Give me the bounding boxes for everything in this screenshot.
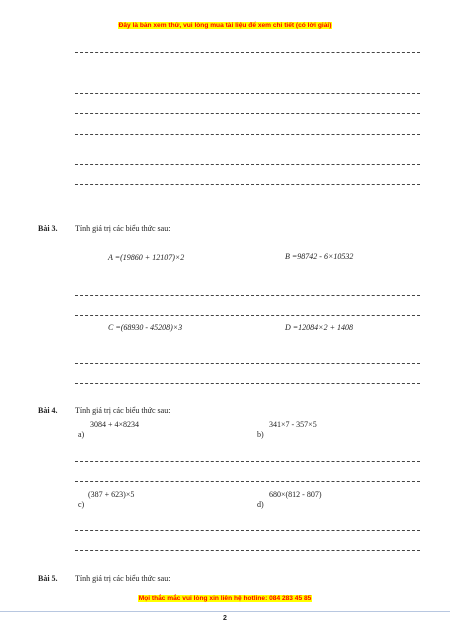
preview-notice-banner [0, 22, 450, 29]
exercise-3-label: Bài 3. [38, 224, 58, 233]
expression-4d: 680×(812 - 807) [269, 490, 322, 499]
answer-line [75, 164, 420, 165]
answer-line [75, 184, 420, 185]
item-label-b: b) [257, 430, 264, 439]
item-label-c: c) [78, 500, 85, 509]
answer-line [75, 315, 420, 316]
expression-a: A =(19860 + 12107)×2 [108, 253, 185, 262]
expression-4b: 341×7 - 357×5 [269, 420, 317, 429]
exercise-4-label: Bài 4. [38, 406, 58, 415]
item-label-d: d) [257, 500, 264, 509]
answer-line [75, 113, 420, 114]
exercise-3-instruction: Tính giá trị các biểu thức sau: [75, 224, 171, 233]
preview-notice-text: Đây là bản xem thử, vui lòng mua tài liệu để xem chi tiết (có lời giải) [118, 22, 332, 29]
answer-line [75, 295, 420, 296]
answer-line [75, 383, 420, 384]
footer-divider [0, 611, 450, 612]
exercise-5-label: Bài 5. [38, 574, 58, 583]
exercise-5-instruction: Tính giá trị các biểu thức sau: [75, 574, 171, 583]
answer-line [75, 550, 420, 551]
expression-c: C =(68930 - 45208)×3 [108, 323, 183, 332]
answer-line [75, 134, 420, 135]
answer-line [75, 52, 420, 53]
expression-d: D =12084×2 + 1408 [285, 323, 353, 332]
answer-line [75, 93, 420, 94]
page-number: 2 [223, 615, 227, 622]
expression-b: B =98742 - 6×10532 [285, 252, 354, 261]
expression-4a: 3084 + 4×8234 [90, 420, 140, 429]
hotline-notice-text: Mọi thắc mắc vui lòng xin liên hệ hotline: 084 283 45 85 [138, 595, 312, 602]
answer-line [75, 363, 420, 364]
exercise-4-instruction: Tính giá trị các biểu thức sau: [75, 406, 171, 415]
answer-line [75, 530, 420, 531]
answer-line [75, 481, 420, 482]
hotline-notice-banner [0, 595, 450, 602]
expression-4c: (387 + 623)×5 [88, 490, 135, 499]
item-label-a: a) [78, 430, 85, 439]
answer-line [75, 461, 420, 462]
